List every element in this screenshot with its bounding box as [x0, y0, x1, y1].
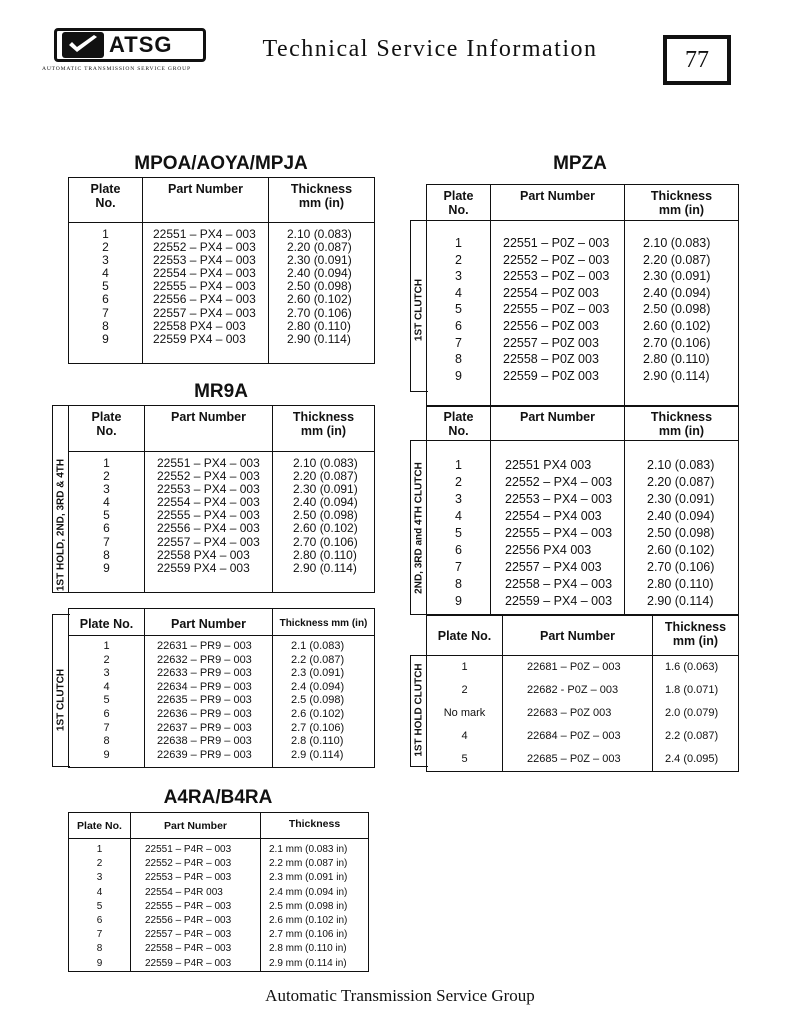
cell: 7: [103, 721, 110, 734]
hdr: Thickness mm (in): [290, 182, 353, 210]
cell: 22557 – P4R – 003: [145, 929, 232, 941]
cell: 6: [455, 318, 462, 333]
cell: 3: [455, 269, 462, 284]
cell: 2.6 mm (0.102 in): [269, 915, 348, 927]
section-title-mpoa: MPOA/AOYA/MPJA: [134, 153, 308, 174]
cell: 3: [96, 872, 103, 884]
cell: 6: [455, 543, 462, 557]
cell: 22555 – PX4 – 003: [505, 526, 613, 540]
thickness-column: [273, 636, 375, 768]
thickness-column: [653, 656, 739, 772]
cell: 22632 – PR9 – 003: [157, 653, 252, 666]
logo-subtitle: AUTOMATIC TRANSMISSION SERVICE GROUP: [42, 66, 191, 72]
cell: 2.9 (0.114): [291, 748, 344, 761]
cell: 2.60 (0.102): [287, 292, 352, 307]
cell: 22551 – P4R – 003: [145, 844, 232, 855]
cell: 2.10 (0.083): [643, 236, 711, 250]
cell: 22554 – PX4 – 003: [153, 266, 256, 281]
cell: 2.2 (0.087): [291, 653, 345, 666]
cell: 22552 – P4R – 003: [145, 858, 232, 870]
cell: 2.70 (0.106): [287, 305, 352, 320]
cell: 22552 – PX4 – 003: [157, 469, 260, 484]
cell: 2.80 (0.110): [287, 318, 351, 333]
part-column: [145, 636, 273, 768]
cell: 5: [461, 753, 468, 765]
cell: 8: [455, 352, 462, 367]
cell: 7: [455, 560, 462, 574]
cell: 22552 – PX4 – 003: [505, 475, 613, 489]
hdr: Thickness: [288, 818, 341, 830]
cell: 2: [455, 252, 462, 267]
cell: 22556 – PX4 – 003: [153, 292, 256, 307]
col-plate-no: [427, 615, 503, 656]
thickness-column: [625, 221, 739, 407]
cell: 9: [103, 560, 110, 575]
part-column: [145, 452, 273, 593]
plate-column: [69, 452, 145, 593]
cell: 2.60 (0.102): [647, 543, 715, 557]
cell: 2.40 (0.094): [287, 266, 352, 281]
cell: 4: [103, 680, 110, 693]
plate-column: [427, 221, 491, 407]
part-column: [143, 223, 269, 364]
plate-column: [69, 636, 145, 768]
cell: 22553 – PX4 – 003: [505, 492, 613, 506]
cell: 8: [103, 547, 110, 562]
side-label: 1ST CLUTCH: [55, 668, 67, 732]
cell: 2.2 (0.087): [665, 730, 719, 742]
hdr: Plate No.: [77, 820, 122, 832]
cell: 5: [103, 508, 110, 523]
cell: 22551 – PX4 – 003: [153, 227, 256, 241]
cell: 2.30 (0.091): [643, 269, 711, 284]
table-mpza-2nd-3rd-4th: [426, 405, 739, 616]
cell: 6: [103, 707, 110, 720]
cell: 6: [103, 521, 110, 536]
cell: 2.1 mm (0.083 in): [269, 844, 348, 855]
cell: 2: [96, 858, 103, 870]
cell: 2: [455, 475, 462, 489]
cell: 22558 PX4 – 003: [157, 547, 250, 562]
col-plate-no: [427, 406, 491, 441]
cell: 9: [455, 368, 462, 383]
cell: 22558 – PX4 – 003: [505, 577, 613, 591]
cell: 22681 – P0Z – 003: [527, 661, 621, 673]
cell: 2.30 (0.091): [287, 253, 352, 268]
logo-text: ATSG: [109, 32, 173, 57]
thickness-column: [273, 452, 375, 593]
cell: 1: [103, 456, 110, 470]
thickness-column: [269, 223, 375, 364]
cell: 22551 PX4 003: [505, 458, 592, 472]
side-label: 1ST CLUTCH: [413, 278, 425, 342]
cell: 2.20 (0.087): [287, 240, 352, 255]
cell: 2.20 (0.087): [293, 469, 358, 484]
cell: 2.4 (0.094): [291, 680, 345, 693]
cell: 22559 PX4 – 003: [157, 560, 250, 575]
cell: 1: [103, 640, 110, 652]
cell: 22683 – P0Z 003: [527, 707, 612, 719]
cell: 1: [455, 236, 462, 250]
hdr: Plate No.: [91, 410, 122, 438]
cell: 22635 – PR9 – 003: [157, 694, 252, 707]
cell: 2.4 mm (0.094 in): [269, 886, 348, 898]
hdr: Part Number: [170, 617, 247, 631]
cell: 1: [455, 458, 462, 472]
hdr: Thickness mm (in): [650, 189, 713, 217]
cell: 22556 – PX4 – 003: [157, 521, 260, 536]
col-part-number: [503, 615, 653, 656]
footer-text: Automatic Transmission Service Group: [265, 986, 535, 1005]
cell: 22553 – PX4 – 003: [153, 253, 256, 268]
cell: 3: [102, 253, 109, 268]
cell: 22637 – PR9 – 003: [157, 721, 252, 734]
cell: 22555 – PX4 – 003: [157, 508, 260, 523]
cell: 5: [102, 279, 109, 294]
cell: 22685 – P0Z – 003: [527, 753, 621, 765]
cell: 22634 – PR9 – 003: [157, 680, 252, 693]
hdr: Part Number: [163, 820, 227, 832]
cell: 2.6 (0.102): [291, 707, 345, 720]
cell: 7: [103, 534, 110, 549]
cell: 1.6 (0.063): [665, 661, 719, 673]
cell: 2.10 (0.083): [287, 227, 352, 241]
cell: 9: [103, 748, 110, 761]
section-title-mr9a: MR9A: [194, 381, 248, 402]
cell: 22684 – P0Z – 003: [527, 730, 621, 742]
cell: 6: [102, 292, 109, 307]
cell: 2: [103, 653, 110, 666]
cell: 2.50 (0.098): [293, 508, 358, 523]
col-part-number: [491, 185, 625, 221]
col-thickness: [273, 609, 375, 636]
cell: 22551 – PX4 – 003: [157, 456, 260, 470]
checkmark-emblem-icon: [61, 31, 105, 59]
cell: 22557 – PX4 003: [505, 560, 602, 574]
cell: 8: [103, 735, 110, 748]
cell: 2.50 (0.098): [287, 279, 352, 294]
cell: 7: [455, 335, 462, 350]
cell: 22552 – PX4 – 003: [153, 240, 256, 255]
cell: 22553 – P4R – 003: [145, 872, 232, 884]
cell: 7: [96, 929, 103, 941]
cell: 2.3 mm (0.091 in): [269, 872, 348, 884]
plate-column: [427, 441, 491, 616]
cell: 3: [455, 492, 462, 506]
cell: 1.8 (0.071): [665, 684, 719, 696]
cell: 22559 – P0Z 003: [503, 368, 599, 383]
cell: 2.10 (0.083): [293, 456, 358, 470]
col-part-number: [131, 813, 261, 839]
part-column: [503, 656, 653, 772]
table-mr9a: [68, 405, 375, 593]
hdr: Part Number: [519, 410, 596, 424]
cell: 22638 – PR9 – 003: [157, 735, 252, 748]
cell: 9: [102, 331, 109, 346]
cell: 2.90 (0.114): [643, 368, 710, 383]
hdr: Plate No.: [443, 189, 474, 217]
cell: 2.20 (0.087): [643, 252, 711, 267]
cell: No mark: [443, 707, 486, 719]
cell: 2.30 (0.091): [293, 482, 358, 497]
cell: 2.70 (0.106): [647, 560, 715, 574]
cell: 2.5 mm (0.098 in): [269, 900, 348, 912]
cell: 22558 PX4 – 003: [153, 318, 246, 333]
col-thickness: [625, 406, 739, 441]
cell: 2.60 (0.102): [293, 521, 358, 536]
col-thickness: [653, 615, 739, 656]
cell: 2.7 (0.106): [291, 721, 345, 734]
page-title: Technical Service Information: [262, 36, 598, 62]
table-a4ra: [68, 812, 369, 972]
cell: 2: [102, 240, 109, 255]
table-mpoa: [68, 177, 375, 364]
plate-column: [69, 223, 143, 364]
cell: 8: [455, 577, 462, 591]
cell: 2.40 (0.094): [647, 509, 715, 523]
cell: 2.40 (0.094): [643, 285, 711, 300]
cell: 7: [102, 305, 109, 320]
cell: 22557 – P0Z 003: [503, 335, 599, 350]
cell: 2.10 (0.083): [647, 458, 715, 472]
cell: 2.20 (0.087): [647, 475, 715, 489]
cell: 8: [96, 943, 103, 955]
cell: 2.3 (0.091): [291, 667, 345, 680]
cell: 2.70 (0.106): [643, 335, 711, 350]
cell: 2.80 (0.110): [643, 352, 710, 367]
cell: 2.50 (0.098): [643, 302, 711, 317]
cell: 2.1 (0.083): [291, 640, 345, 652]
cell: 22558 – P4R – 003: [145, 943, 232, 955]
cell: 9: [455, 594, 462, 608]
hdr: Part Number: [167, 182, 244, 196]
cell: 22553 – PX4 – 003: [157, 482, 260, 497]
cell: 8: [102, 318, 109, 333]
cell: 22633 – PR9 – 003: [157, 667, 252, 680]
cell: 22636 – PR9 – 003: [157, 707, 252, 720]
atsg-logo: [40, 22, 205, 82]
cell: 22554 – PX4 003: [505, 509, 602, 523]
col-part-number: [145, 406, 273, 452]
cell: 22559 PX4 – 003: [153, 331, 246, 346]
thickness-column: [625, 441, 739, 616]
cell: 6: [96, 915, 103, 927]
cell: 2.9 mm (0.114 in): [269, 957, 347, 969]
col-plate-no: [69, 406, 145, 452]
cell: 1: [96, 844, 103, 855]
side-label: 1ST HOLD CLUTCH: [413, 663, 425, 757]
cell: 2.80 (0.110): [293, 547, 357, 562]
cell: 22551 – P0Z – 003: [503, 236, 610, 250]
cell: 1: [461, 661, 468, 673]
plate-column: [427, 656, 503, 772]
cell: 2.80 (0.110): [647, 577, 714, 591]
cell: 5: [103, 694, 110, 707]
col-thickness: [269, 178, 375, 223]
cell: 2.5 (0.098): [291, 694, 345, 707]
cell: 4: [461, 730, 468, 742]
section-title-a4ra: A4RA/B4RA: [163, 787, 273, 808]
cell: 2.7 mm (0.106 in): [269, 929, 348, 941]
part-column: [491, 221, 625, 407]
cell: 2.30 (0.091): [647, 492, 715, 506]
cell: 22552 – P0Z – 003: [503, 252, 610, 267]
hdr: Thickness mm (in): [279, 618, 368, 629]
col-plate-no: [69, 178, 143, 223]
cell: 2: [461, 684, 468, 696]
cell: 3: [103, 482, 110, 497]
cell: 2.4 (0.095): [665, 753, 719, 765]
cell: 22554 – PX4 – 003: [157, 495, 260, 510]
cell: 2.40 (0.094): [293, 495, 358, 510]
cell: 2.0 (0.079): [665, 707, 719, 719]
part-column: [491, 441, 625, 616]
col-thickness: [261, 813, 369, 839]
cell: 22554 – P0Z 003: [503, 285, 599, 300]
thickness-column: [261, 839, 369, 972]
side-label: 1ST HOLD, 2ND, 3RD & 4TH: [55, 458, 67, 592]
hdr: Thickness mm (in): [664, 620, 727, 648]
cell: 2.90 (0.114): [287, 331, 351, 346]
cell: 1: [102, 227, 109, 241]
cell: 3: [103, 667, 110, 680]
cell: 2.70 (0.106): [293, 534, 358, 549]
hdr: Thickness mm (in): [650, 410, 713, 438]
cell: 22557 – PX4 – 003: [157, 534, 260, 549]
table-mpza-1st-hold: [426, 614, 739, 772]
hdr: Part Number: [539, 629, 616, 643]
cell: 2.8 (0.110): [291, 735, 344, 748]
cell: 2.90 (0.114): [293, 560, 357, 575]
cell: 5: [96, 900, 103, 912]
cell: 22556 – P4R – 003: [145, 915, 232, 927]
col-plate-no: [69, 813, 131, 839]
hdr: Plate No.: [437, 629, 492, 643]
col-thickness: [273, 406, 375, 452]
col-plate-no: [427, 185, 491, 221]
cell: 2.60 (0.102): [643, 318, 711, 333]
cell: 2.90 (0.114): [647, 594, 714, 608]
hdr: Thickness mm (in): [292, 410, 355, 438]
cell: 2.2 mm (0.087 in): [269, 858, 348, 870]
col-plate-no: [69, 609, 145, 636]
cell: 22557 – PX4 – 003: [153, 305, 256, 320]
cell: 22555 – P4R – 003: [145, 900, 232, 912]
cell: 9: [96, 957, 103, 969]
cell: 4: [455, 285, 462, 300]
cell: 22556 PX4 003: [505, 543, 592, 557]
section-title-mpza: MPZA: [553, 153, 607, 174]
cell: 22559 – P4R – 003: [145, 957, 232, 969]
col-part-number: [145, 609, 273, 636]
cell: 22559 – PX4 – 003: [505, 594, 613, 608]
plate-column: [69, 839, 131, 972]
hdr: Part Number: [170, 410, 247, 424]
cell: 2.50 (0.098): [647, 526, 715, 540]
cell: 22639 – PR9 – 003: [157, 748, 252, 761]
cell: 22631 – PR9 – 003: [157, 640, 252, 652]
cell: 4: [103, 495, 110, 510]
cell: 5: [455, 526, 462, 540]
page-number: 77: [663, 35, 731, 85]
part-column: [131, 839, 261, 972]
cell: 22682 - P0Z – 003: [527, 684, 619, 696]
side-label: 2ND, 3RD and 4TH CLUTCH: [413, 462, 425, 594]
col-part-number: [491, 406, 625, 441]
cell: 22554 – P4R 003: [145, 886, 223, 898]
cell: 4: [96, 886, 103, 898]
col-thickness: [625, 185, 739, 221]
table-mr9a-1st-clutch: [68, 608, 375, 768]
cell: 4: [455, 509, 462, 523]
cell: 2.8 mm (0.110 in): [269, 943, 347, 955]
cell: 4: [102, 266, 109, 281]
hdr: Plate No.: [79, 617, 134, 631]
cell: 22555 – P0Z – 003: [503, 302, 610, 317]
hdr: Part Number: [519, 189, 596, 203]
col-part-number: [143, 178, 269, 223]
cell: 22558 – P0Z 003: [503, 352, 599, 367]
cell: 22556 – P0Z 003: [503, 318, 599, 333]
table-mpza-1st-clutch: [426, 184, 739, 407]
hdr: Plate No.: [90, 182, 121, 210]
cell: 5: [455, 302, 462, 317]
cell: 2: [103, 469, 110, 484]
cell: 22553 – P0Z – 003: [503, 269, 610, 284]
cell: 22555 – PX4 – 003: [153, 279, 256, 294]
hdr: Plate No.: [443, 410, 474, 438]
